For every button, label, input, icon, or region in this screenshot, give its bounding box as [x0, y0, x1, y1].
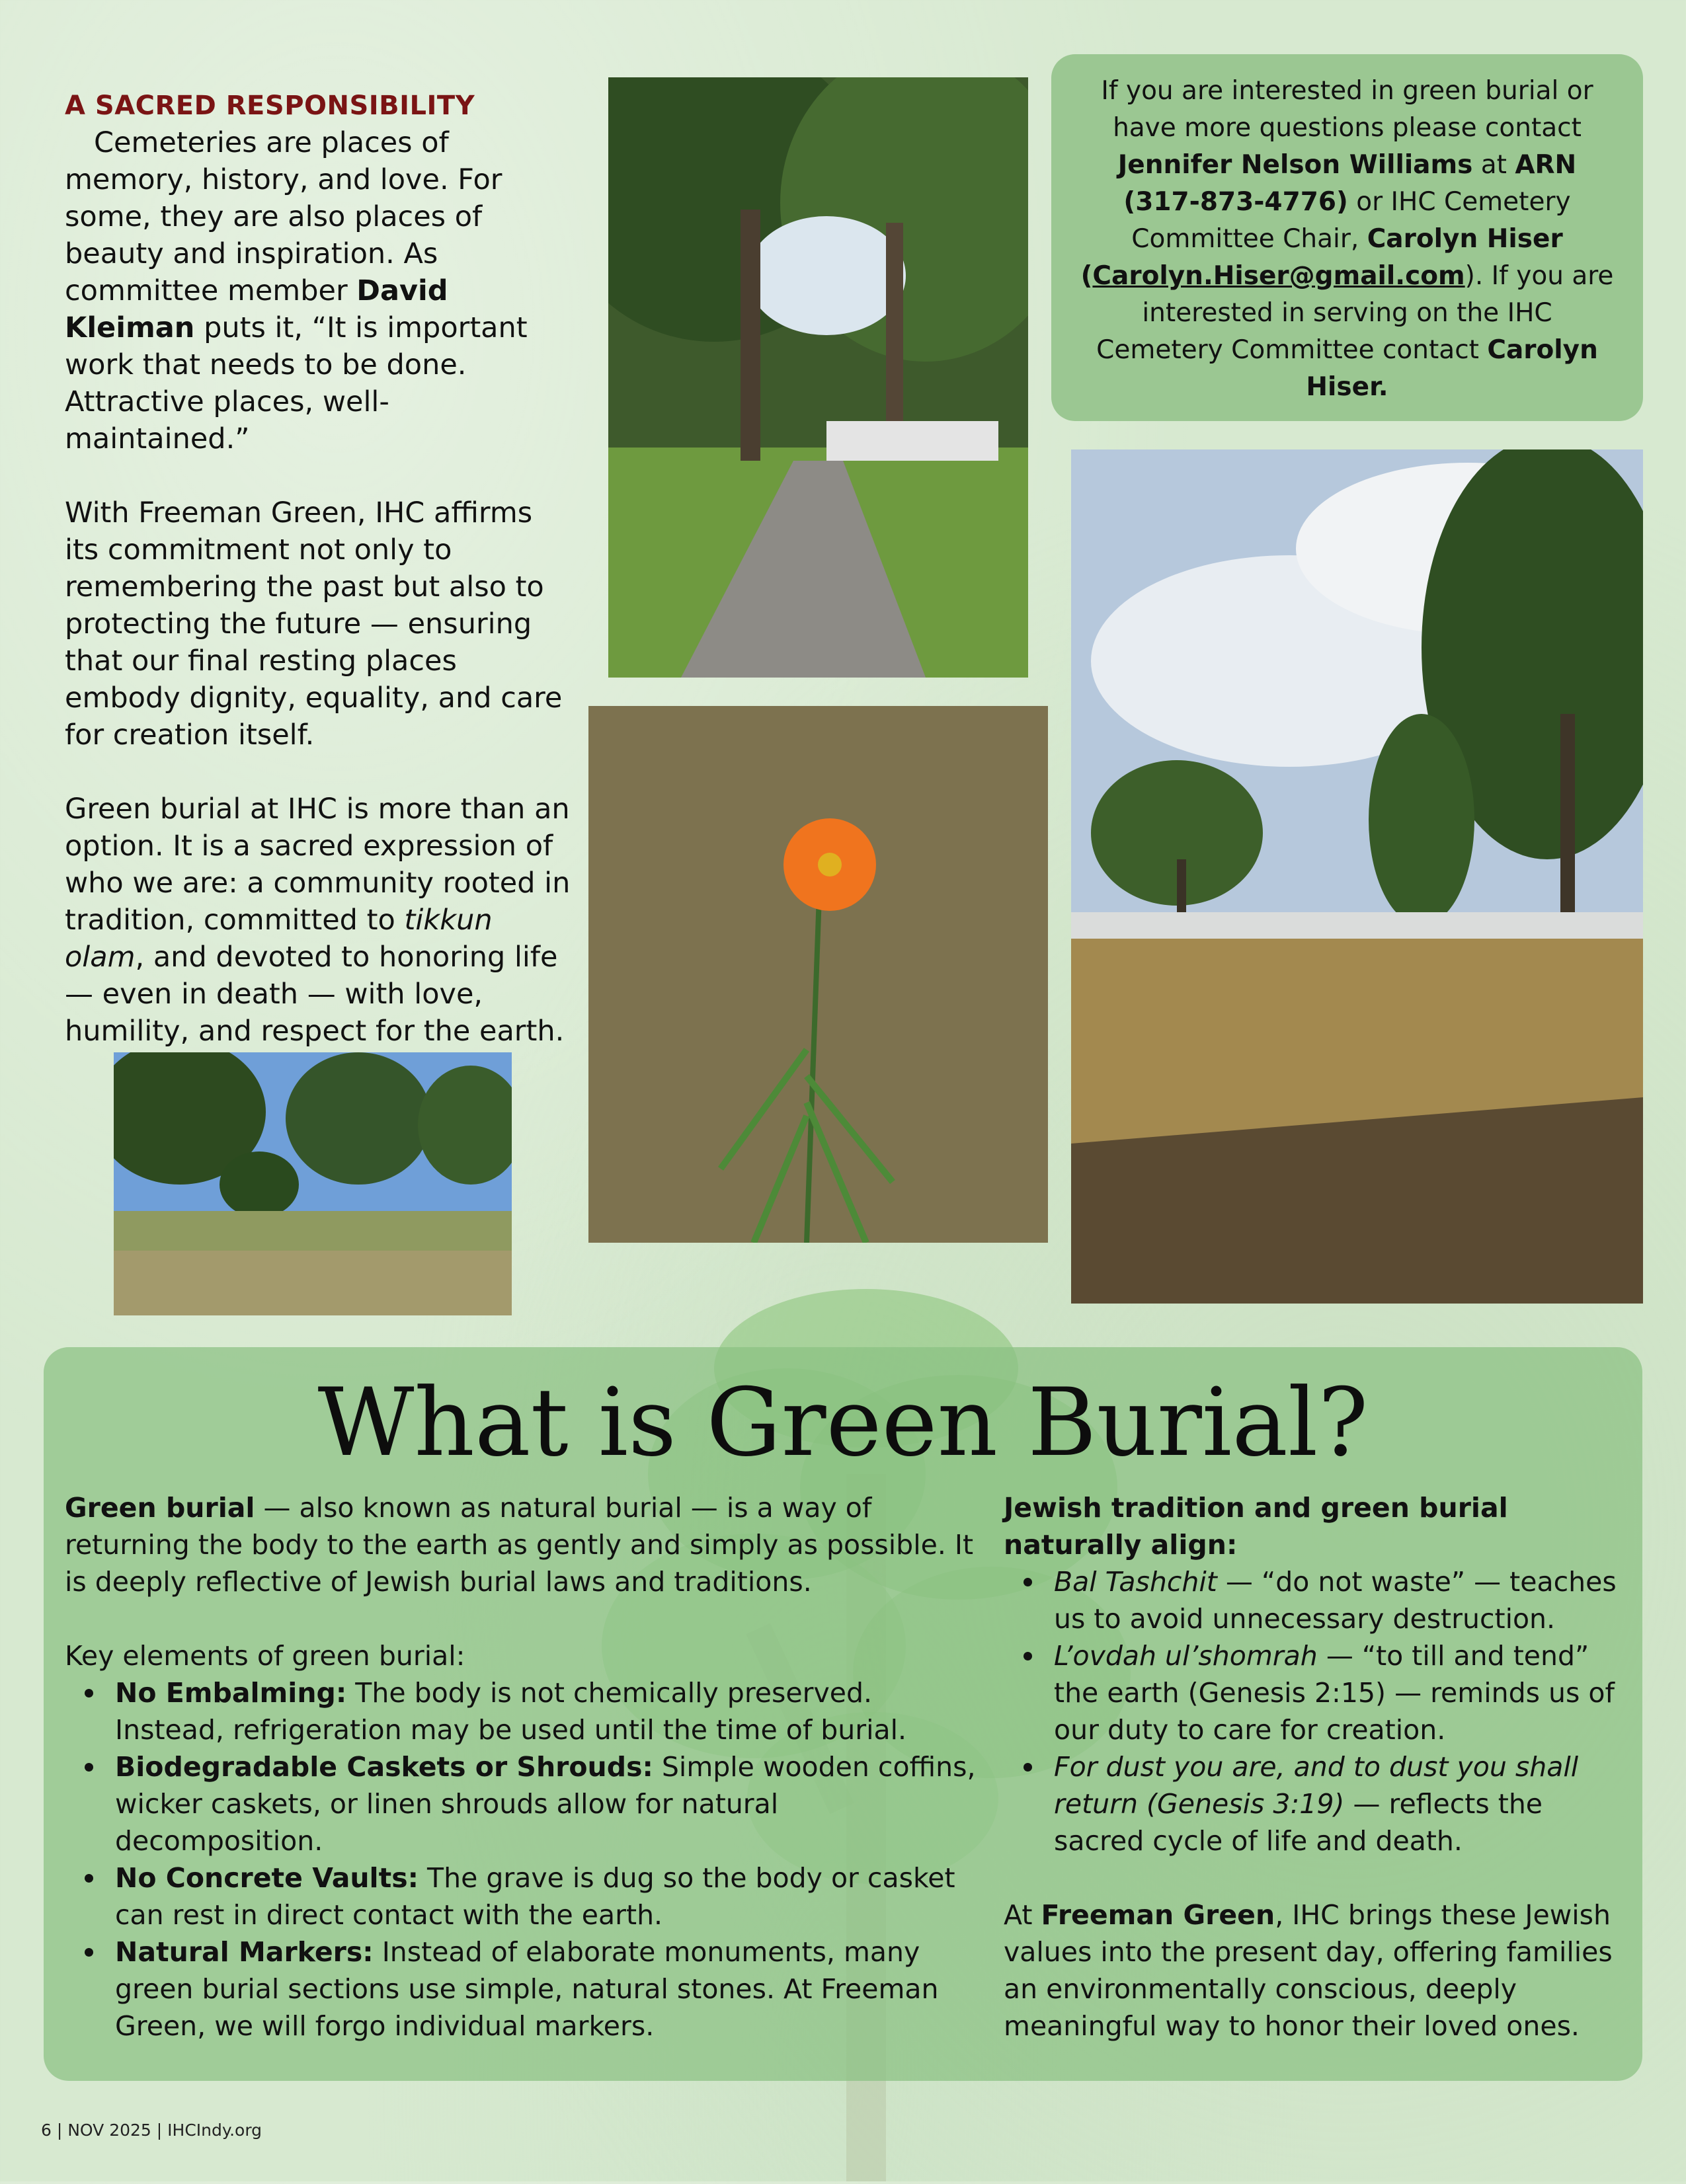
closing-paragraph: At Freeman Green, IHC brings these Jewish values into the present day, offering families an environmentally conscious, deeply meaningful way to honor their loved ones. [1004, 1899, 1613, 2042]
list-item: L’ovdah ul’shomrah — “to till and tend” the earth (Genesis 2:15) — reminds us of our duty to care for creation. [1054, 1637, 1625, 1748]
tradition-heading: Jewish tradition and green burial naturally align: [1004, 1492, 1508, 1561]
article-paragraph-3: Green burial at IHC is more than an option. It is a sacred expression of who we are: a community rooted in tradition, committed to tikkun olam, and devoted to honoring life — even in death — with love, humility, and respect for the earth. [65, 793, 571, 1048]
article-sacred-responsibility [65, 87, 574, 1087]
article-heading: A SACRED RESPONSIBILITY [65, 91, 475, 121]
green-burial-right-column [1004, 1489, 1625, 2045]
tradition-list [1004, 1563, 1625, 1859]
email-link[interactable]: Carolyn.Hiser@gmail.com [1092, 261, 1465, 291]
contact-phone: ARN (317-873-4776) [1123, 150, 1577, 217]
list-item: No Embalming: The body is not chemically preserved. Instead, refrigeration may be used until the time of burial. [115, 1674, 977, 1748]
page-footer: 6 | NOV 2025 | IHCIndy.org [41, 2121, 262, 2140]
photo-orange-flower [588, 706, 1048, 1243]
green-burial-left-column [65, 1489, 977, 2045]
list-heading: Key elements of green burial: [65, 1640, 465, 1672]
key-elements-list [65, 1674, 977, 2045]
article-paragraph-2: With Freeman Green, IHC affirms its commitment not only to remembering the past but also to protecting the future — ensuring that our final resting places embody dignity, equality, and care for creation itself. [65, 496, 563, 752]
committee-contact-name: Carolyn Hiser. [1306, 335, 1598, 402]
panel-title: What is Green Burial? [317, 1368, 1369, 1477]
contact-name: Jennifer Nelson Williams [1117, 150, 1473, 180]
quoted-name: David Kleiman [65, 274, 448, 344]
list-item: For dust you are, and to dust you shall return (Genesis 3:19) — reflects the sacred cycle of life and death. [1054, 1748, 1625, 1859]
list-item: No Concrete Vaults: The grave is dug so the body or casket can rest in direct contact with the earth. [115, 1859, 977, 1933]
list-item: Natural Markers: Instead of elaborate monuments, many green burial sections use simple, natural stones. At Freeman Green, we will forgo individual markers. [115, 1933, 977, 2045]
contact-box: If you are interested in green burial or have more questions please contact Jennifer Nelson Williams at ARN (317-873-4776) or IHC Cemetery Committee Chair, Carolyn Hiser (Carolyn.Hiser@gmail.com). If you are interested in serving on the IHC Cemetery Committee contact Carolyn Hiser. [1051, 54, 1643, 421]
list-item: Biodegradable Caskets or Shrouds: Simple wooden coffins, wicker caskets, or linen shrouds allow for natural decomposition. [115, 1748, 977, 1859]
photo-small-meadow [114, 1052, 512, 1315]
photo-meadow-trees [1071, 449, 1643, 1304]
intro-paragraph: Green burial — also known as natural burial — is a way of returning the body to the earth as gently and simply as possible. It is deeply reflective of Jewish burial laws and traditions. [65, 1492, 974, 1598]
article-paragraph-1: Cemeteries are places of memory, history, and love. For some, they are also places of beauty and inspiration. As committee member David Kleiman puts it, “It is important work that needs to be done. Attractive places, well-maintained.” [65, 126, 528, 455]
list-item: Bal Tashchit — “do not waste” — teaches us to avoid unnecessary destruction. [1054, 1563, 1625, 1637]
chair-name: Carolyn Hiser [1367, 224, 1563, 254]
photo-cemetery-path [608, 77, 1028, 678]
